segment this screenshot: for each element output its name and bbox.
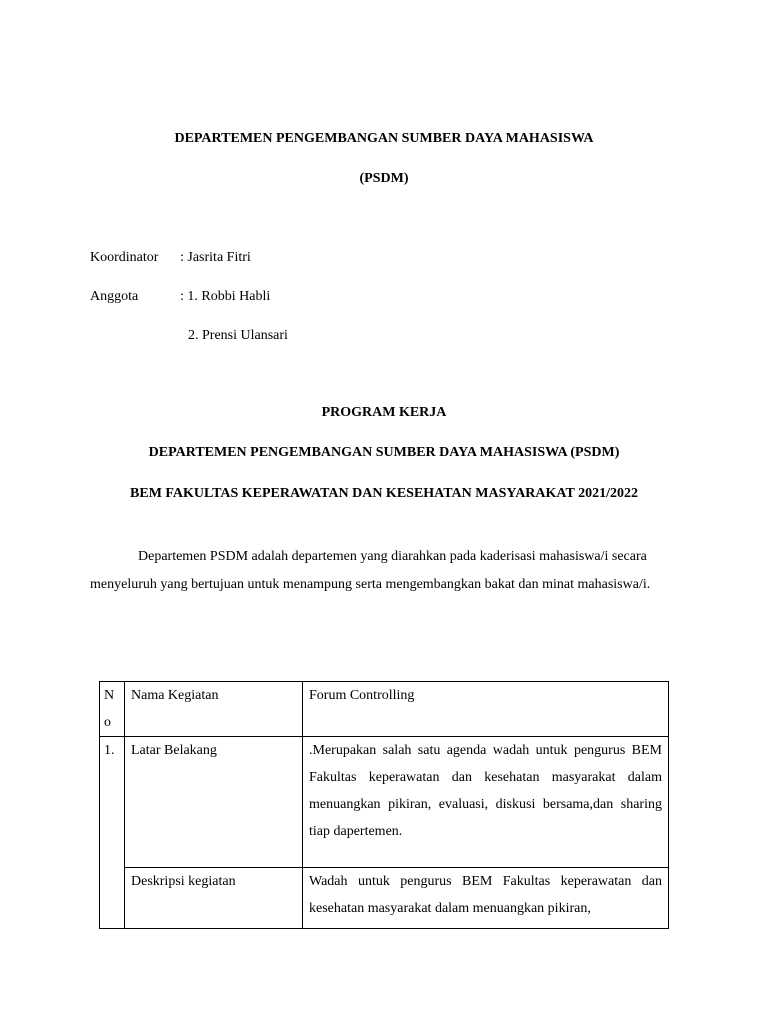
- header-label-cell: Nama Kegiatan: [125, 682, 303, 737]
- coordinator-value: : Jasrita Fitri: [180, 250, 251, 265]
- member-label: Anggota: [90, 289, 139, 304]
- header-no-cell: No: [100, 682, 125, 737]
- row-label-cell: Deskripsi kegiatan: [125, 868, 303, 929]
- table-header-row: [100, 682, 669, 737]
- program-faculty: BEM FAKULTAS KEPERAWATAN DAN KESEHATAN MASYARAKAT 2021/2022: [130, 486, 638, 501]
- header-value-cell: Forum Controlling: [303, 682, 669, 737]
- program-table: [99, 681, 669, 929]
- row-value-cell: .Merupakan salah satu agenda wadah untuk pengurus BEM Fakultas keperawatan dan kesehatan masyarakat dalam menuangkan pikiran, evaluasi, diskusi bersama,dan sharing tiap dapertemen.: [303, 737, 669, 868]
- intro-text: Departemen PSDM adalah departemen yang diarahkan pada kaderisasi mahasiswa/i secara menyeluruh yang bertujuan untuk menampung serta mengembangkan bakat dan minat mahasiswa/i.: [90, 549, 651, 592]
- intro-paragraph: [90, 543, 680, 599]
- coordinator-label: Koordinator: [90, 250, 159, 265]
- document-abbreviation: (PSDM): [359, 171, 409, 186]
- program-department: DEPARTEMEN PENGEMBANGAN SUMBER DAYA MAHASISWA (PSDM): [148, 445, 620, 460]
- row-value-cell: Wadah untuk pengurus BEM Fakultas keperawatan dan kesehatan masyarakat dalam menuangkan pikiran,: [303, 868, 669, 929]
- table-row: [100, 737, 669, 868]
- row-label-cell: Latar Belakang: [125, 737, 303, 868]
- member-item-2: 2. Prensi Ulansari: [188, 328, 288, 343]
- program-heading: PROGRAM KERJA: [321, 405, 447, 420]
- document-title: DEPARTEMEN PENGEMBANGAN SUMBER DAYA MAHASISWA: [174, 131, 594, 146]
- table-row: [100, 868, 669, 929]
- member-item-1: : 1. Robbi Habli: [180, 289, 271, 304]
- row-number-cell: 1.: [100, 737, 125, 929]
